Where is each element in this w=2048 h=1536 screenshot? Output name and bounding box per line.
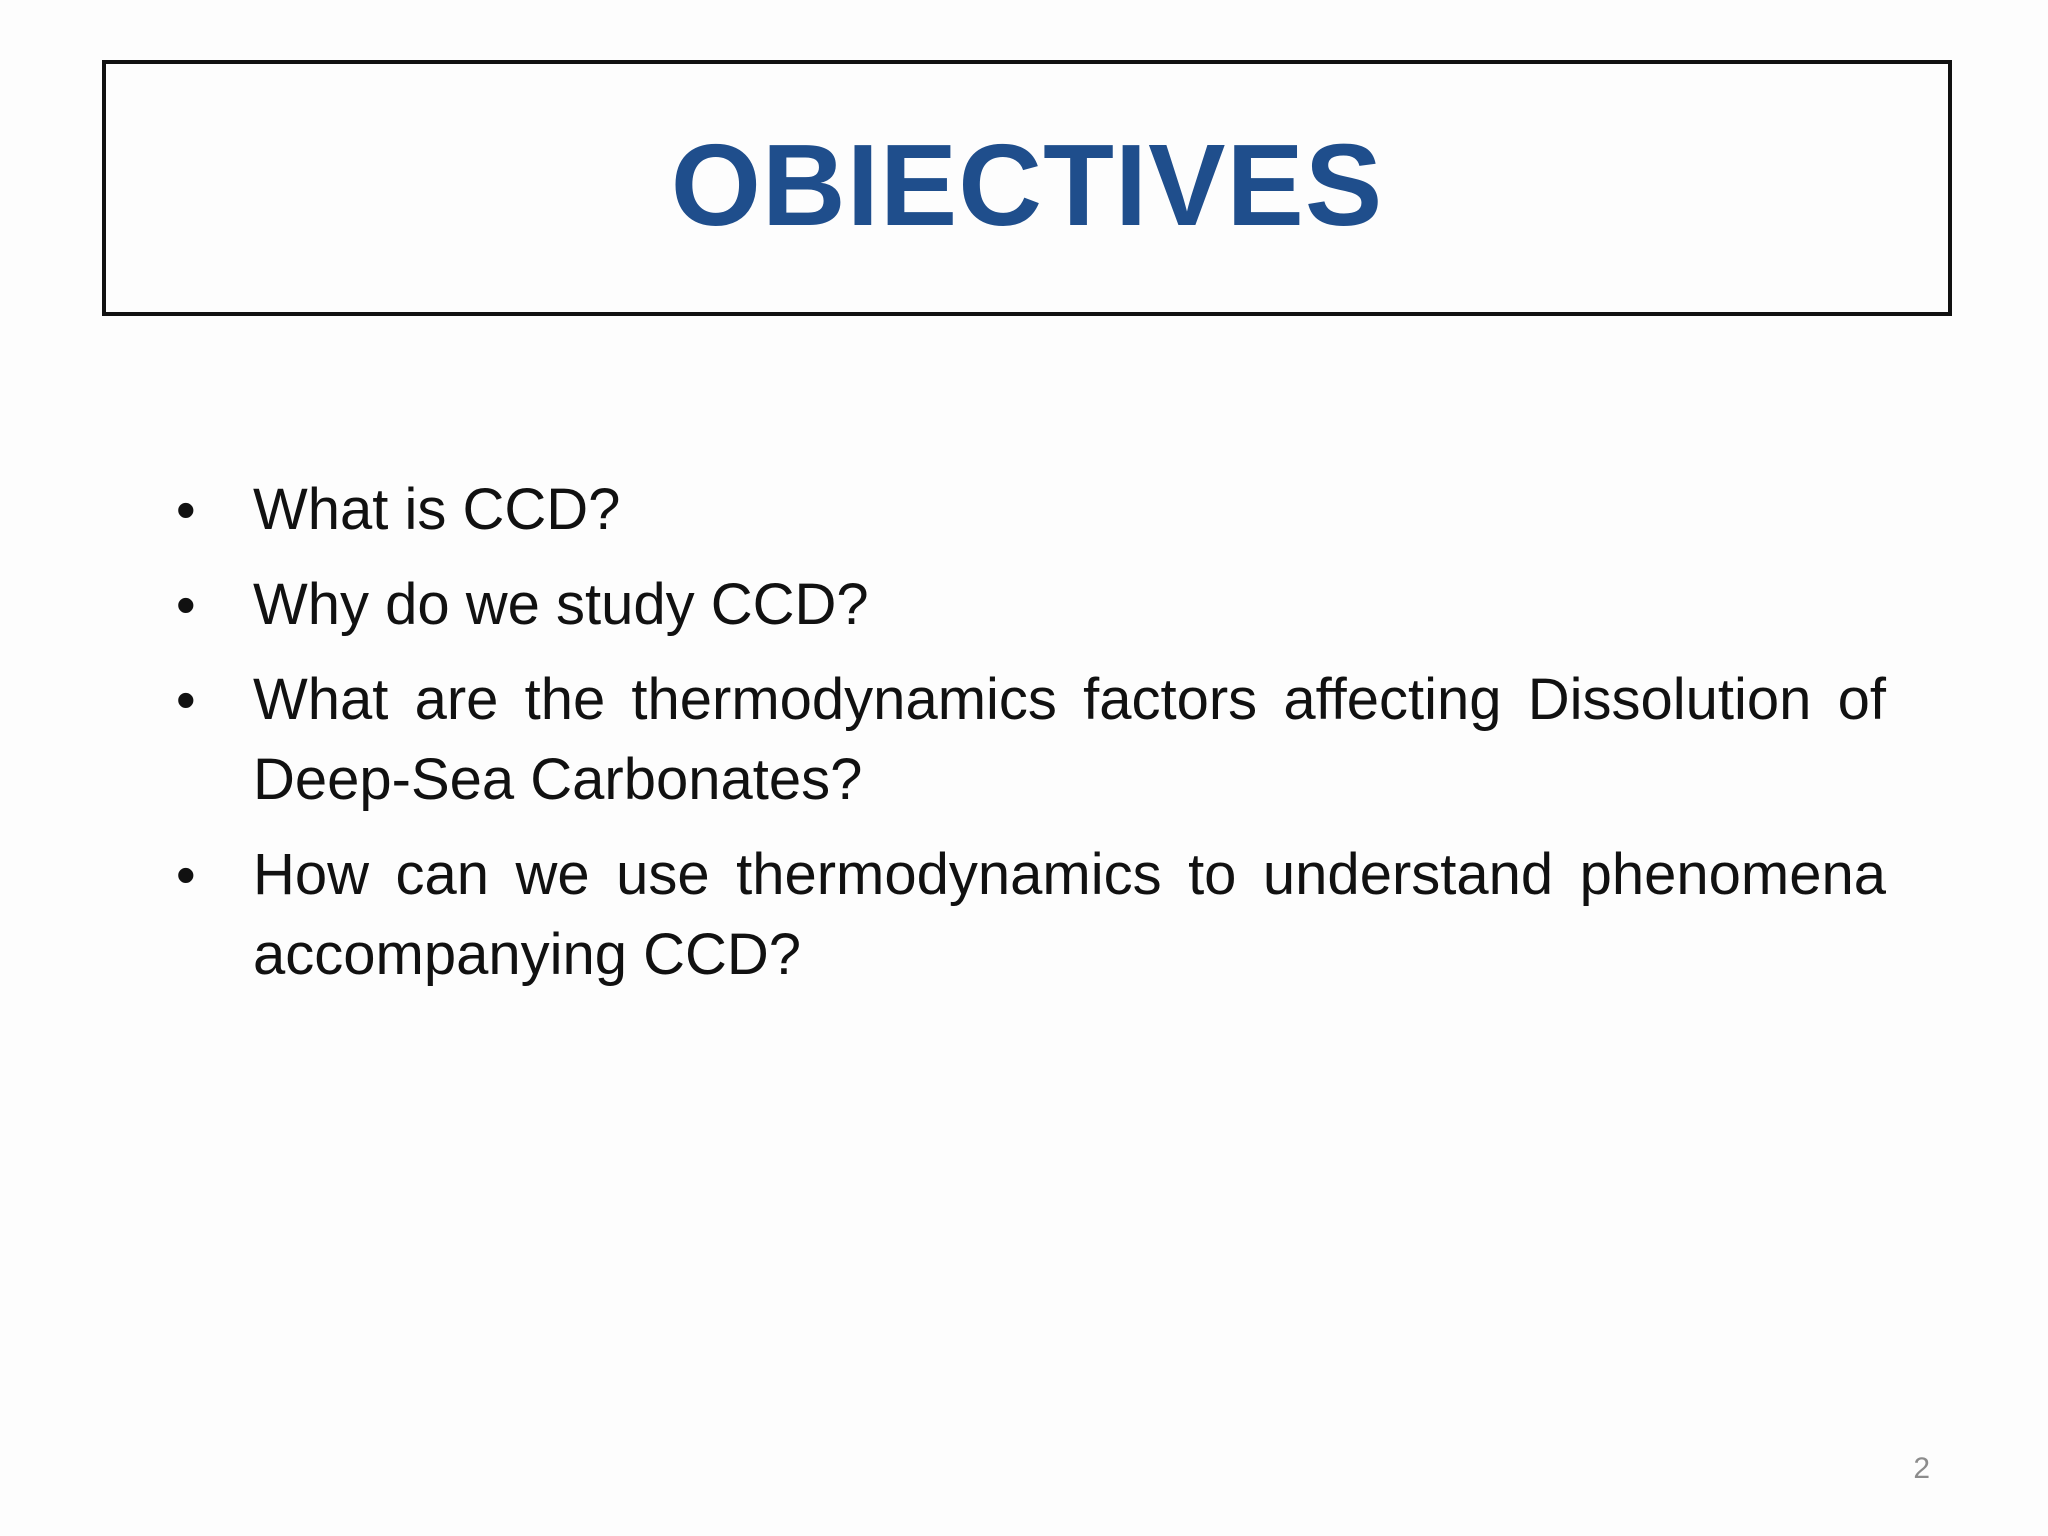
bullet-text: How can we use thermodynamics to understand phenomena accompanying CCD? (253, 842, 1886, 987)
list-item (176, 660, 1886, 820)
title-box (102, 60, 1952, 316)
bullet-text: What are the thermodynamics factors affecting Dissolution of Deep-Sea Carbonates? (253, 667, 1886, 812)
bullet-text: Why do we study CCD? (253, 572, 869, 637)
bullet-text: What is CCD? (253, 477, 621, 542)
bullet-icon: • (176, 573, 196, 636)
objectives-list (176, 470, 1886, 1010)
page-number: 2 (1913, 1452, 1930, 1485)
slide-title: OBIECTIVES (670, 120, 1384, 250)
list-item (176, 470, 1886, 550)
list-item (176, 835, 1886, 995)
bullet-icon: • (176, 478, 196, 541)
bullet-icon: • (176, 843, 196, 906)
bullet-icon: • (176, 668, 196, 731)
list-item (176, 565, 1886, 645)
